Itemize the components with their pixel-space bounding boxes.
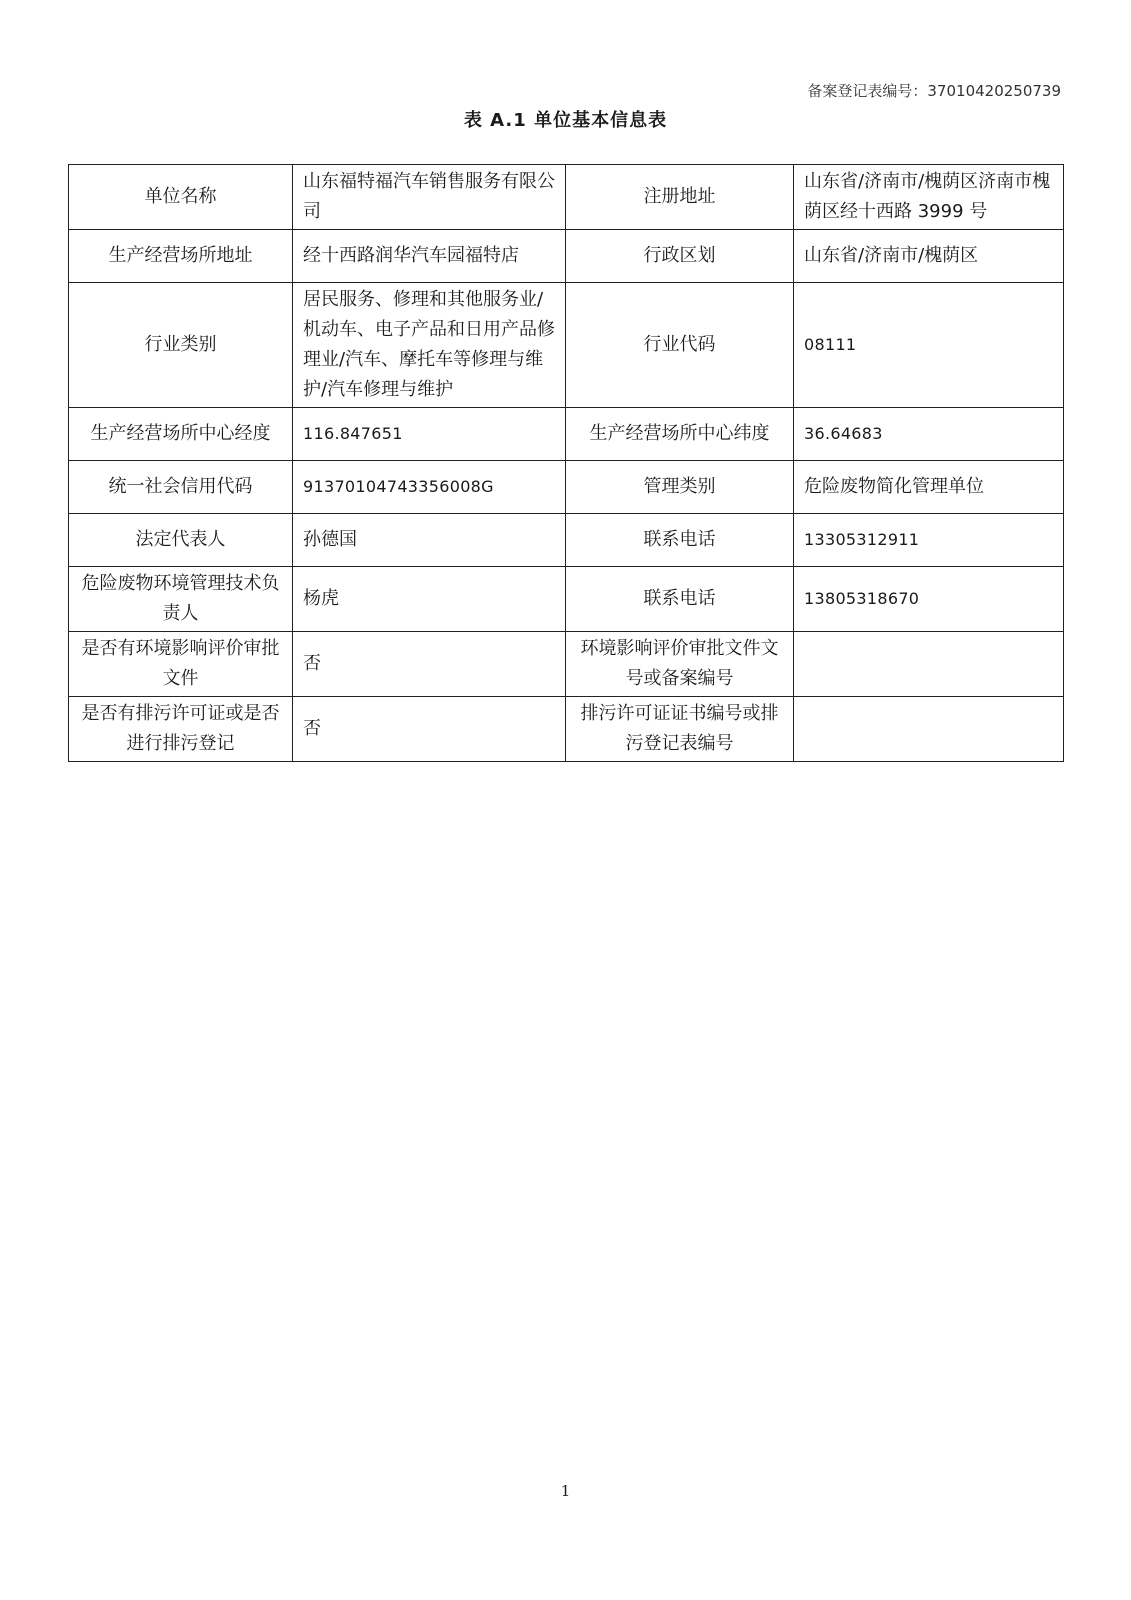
row-value: 13805318670 <box>794 567 1064 632</box>
table-row <box>69 408 1064 461</box>
row-value: 孙德国 <box>293 514 566 567</box>
row-label: 行业代码 <box>566 283 794 408</box>
page-number: 1 <box>560 1482 571 1500</box>
table-row <box>69 567 1064 632</box>
row-value <box>794 697 1064 762</box>
table-row <box>69 461 1064 514</box>
row-value: 36.64683 <box>794 408 1064 461</box>
row-value <box>794 632 1064 697</box>
row-value: 杨虎 <box>293 567 566 632</box>
table-row <box>69 632 1064 697</box>
unit-info-table <box>68 164 1064 762</box>
row-value: 否 <box>293 632 566 697</box>
row-label: 注册地址 <box>566 165 794 230</box>
row-value: 危险废物简化管理单位 <box>794 461 1064 514</box>
table-row <box>69 165 1064 230</box>
row-label: 联系电话 <box>566 514 794 567</box>
row-label: 单位名称 <box>69 165 293 230</box>
row-value: 山东福特福汽车销售服务有限公司 <box>293 165 566 230</box>
row-label: 法定代表人 <box>69 514 293 567</box>
table-title: 表 A.1 单位基本信息表 <box>463 110 668 131</box>
row-label: 生产经营场所中心纬度 <box>566 408 794 461</box>
row-label: 排污许可证证书编号或排污登记表编号 <box>566 697 794 762</box>
row-label: 管理类别 <box>566 461 794 514</box>
row-label: 环境影响评价审批文件文号或备案编号 <box>566 632 794 697</box>
row-value: 否 <box>293 697 566 762</box>
row-value: 居民服务、修理和其他服务业/机动车、电子产品和日用产品修理业/汽车、摩托车等修理与维护/汽车修理与维护 <box>293 283 566 408</box>
row-label: 联系电话 <box>566 567 794 632</box>
row-value: 经十西路润华汽车园福特店 <box>293 230 566 283</box>
row-label: 生产经营场所地址 <box>69 230 293 283</box>
table-row <box>69 230 1064 283</box>
table-row <box>69 697 1064 762</box>
row-label: 危险废物环境管理技术负责人 <box>69 567 293 632</box>
table-row <box>69 283 1064 408</box>
row-value: 13305312911 <box>794 514 1064 567</box>
row-label: 统一社会信用代码 <box>69 461 293 514</box>
row-value: 山东省/济南市/槐荫区济南市槐荫区经十西路 3999 号 <box>794 165 1064 230</box>
row-value: 91370104743356008G <box>293 461 566 514</box>
table-row <box>69 514 1064 567</box>
row-value: 山东省/济南市/槐荫区 <box>794 230 1064 283</box>
row-label: 生产经营场所中心经度 <box>69 408 293 461</box>
row-value: 08111 <box>794 283 1064 408</box>
row-label: 是否有环境影响评价审批文件 <box>69 632 293 697</box>
row-value: 116.847651 <box>293 408 566 461</box>
registration-number: 备案登记表编号：37010420250739 <box>807 82 1061 100</box>
row-label: 行政区划 <box>566 230 794 283</box>
row-label: 是否有排污许可证或是否进行排污登记 <box>69 697 293 762</box>
row-label: 行业类别 <box>69 283 293 408</box>
